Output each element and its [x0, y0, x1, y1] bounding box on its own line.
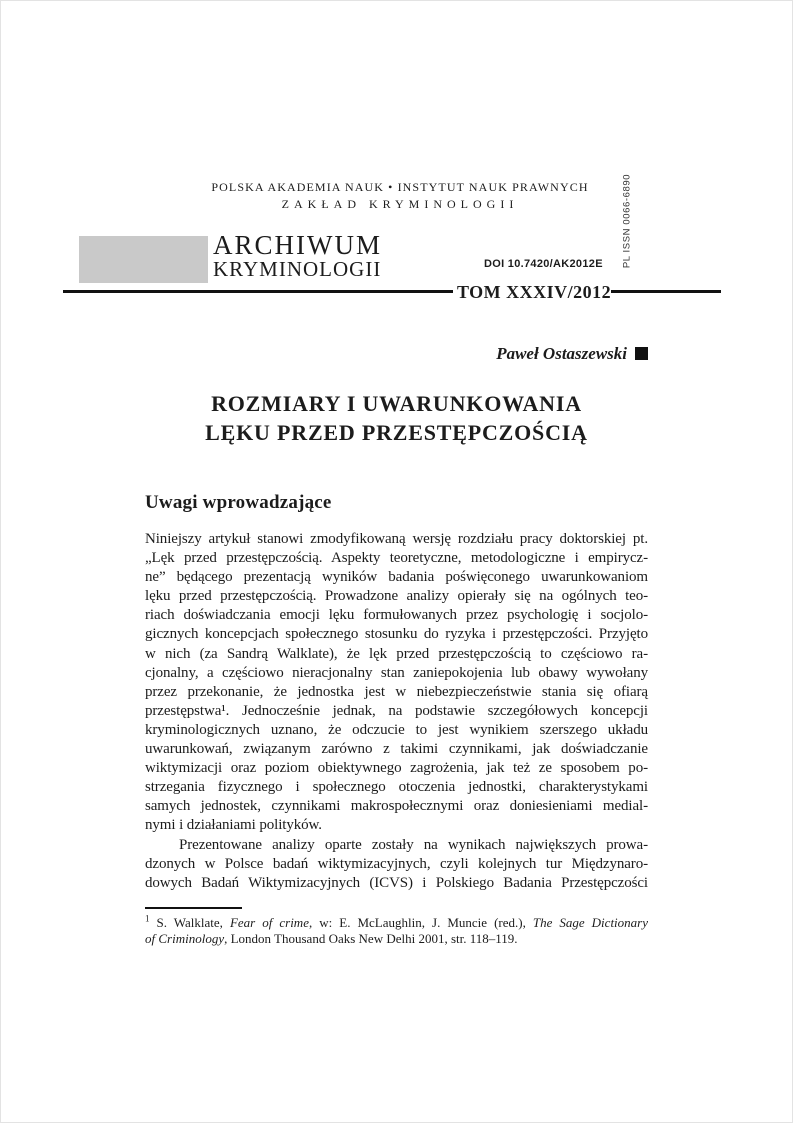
institution-line2: ZAKŁAD KRYMINOLOGII — [281, 197, 519, 211]
text-line: wiktymizacji oraz poziom obiektywnego zagrożenia, jak też ze sposobem po- — [145, 760, 648, 777]
doi-label: DOI 10.7420/AK2012E — [484, 258, 603, 270]
institution-line1: POLSKA AKADEMIA NAUK • INSTYTUT NAUK PRAWNYCH — [211, 180, 589, 194]
text-line: strzegania fizycznego i społecznego otoczenia jednostki, charakterystykami — [145, 779, 648, 796]
author-marker-square — [635, 347, 648, 360]
article-title-line1: ROZMIARY I UWARUNKOWANIA — [211, 391, 582, 416]
footnote-book-title-part2: of Criminology — [145, 930, 225, 946]
paragraph-1 — [145, 530, 648, 836]
volume-label: TOM XXXIV/2012 — [457, 282, 612, 302]
text-line: przestępstwa¹. Jednocześnie jednak, na podstawie szczegółowych koncepcji — [145, 702, 648, 719]
paragraph-2 — [145, 836, 648, 893]
footnote-marker: 1 — [145, 913, 150, 924]
text-line: cjonalny, a częściowo nieracjonalny stan zaniepokojenia lub obawy wywołany — [145, 664, 648, 681]
article-title — [145, 389, 648, 447]
footnote-text-3: , London Thousand Oaks New Delhi 2001, str. 118–119. — [224, 930, 518, 946]
author-name: Paweł Ostaszewski — [496, 344, 627, 363]
footnote-text-1: S. Walklate, — [149, 915, 230, 930]
article-title-line2: LĘKU PRZED PRZESTĘPCZOŚCIĄ — [205, 420, 588, 445]
text-line: uwarunkowań, związanym zarówno z takimi czynnikami, jak doświadczanie — [145, 741, 648, 758]
footnote-book-title-part1: The Sage Dictionary — [532, 915, 648, 930]
body-text — [145, 530, 648, 893]
author-row — [145, 344, 648, 364]
text-line: Niniejszy artykuł stanowi zmodyfikowaną wersję rozdziału pracy doktorskiej pt. — [145, 531, 648, 547]
masthead-rule-right — [611, 290, 721, 293]
journal-wordmark — [213, 231, 382, 280]
footnote-text-2: , w: E. McLaughlin, J. Muncie (red.), — [308, 915, 533, 930]
issn-vertical-label: PL ISSN 0066-6890 — [621, 173, 633, 269]
text-line: w nich (za Sandrą Walklate), że lęk przed przestępczością to częściowo ra- — [145, 645, 648, 662]
text-line: ne” będącego prezentacją wyników badania poświęconego uwarunkowaniom — [145, 569, 648, 586]
section-heading: Uwagi wprowadzające — [145, 492, 332, 513]
text-line: dzonych w Polsce badań wiktymizacyjnych, czyli kolejnych tur Międzynaro- — [145, 855, 648, 872]
journal-title-line1: ARCHIWUM — [213, 230, 382, 260]
text-line: dowych Badań Wiktymizacyjnych (ICVS) i Polskiego Badania Przestępczości — [145, 874, 648, 891]
footnote-separator-rule — [145, 907, 242, 909]
institution-block — [145, 179, 655, 213]
text-line: przez przekonanie, że jednostka jest w niebezpieczeństwie stania się ofiarą — [145, 683, 648, 700]
text-line: samych jednostek, czynnikami makrospołecznymi oraz doniesieniami medial- — [145, 798, 648, 815]
text-line: „Lęk przed przestępczością. Aspekty teoretyczne, metodologiczne i empirycz- — [145, 550, 648, 567]
text-line: Prezentowane analizy oparte zostały na wynikach największych prowa- — [179, 836, 648, 853]
text-line: nymi i działaniami polityków. — [145, 817, 322, 834]
text-line: riach doświadczania emocji lęku formułowanych przez psychologię i socjolo- — [145, 607, 648, 624]
journal-title-line2: KRYMINOLOGII — [213, 257, 382, 281]
text-line: gicznych koncepcjach społecznego stosunku do ryzyka i przestępczości. Przyjęto — [145, 626, 648, 643]
logo-placeholder-box — [79, 236, 208, 283]
footnote-line2 — [145, 931, 648, 947]
footnote — [145, 915, 648, 946]
footnote-line1 — [145, 915, 648, 931]
text-line: lęku przed przestępczością. Prowadzone analizy opierały się na ogólnych teo- — [145, 588, 648, 605]
footnote-work-title: Fear of crime — [229, 915, 309, 930]
text-line: kryminologicznych uznano, że odczucie to jest wynikiem szerszego układu — [145, 721, 648, 738]
masthead-rule-left — [63, 290, 453, 293]
